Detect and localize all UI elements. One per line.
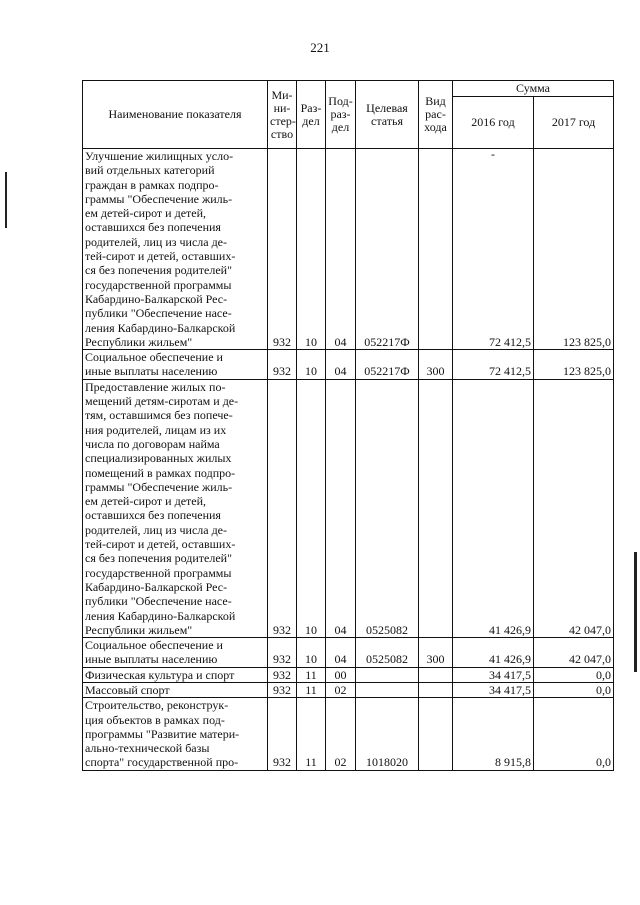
cell-expense-type: [419, 698, 453, 770]
cell-sum-2017: 123 825,0: [534, 149, 614, 350]
header-year-2016: 2016 год: [453, 97, 534, 149]
page-number: 221: [310, 40, 330, 55]
cell-sum-2016: 34 417,5: [453, 667, 534, 682]
cell-sum-2016: 72 412,5: [453, 350, 534, 380]
cell-target: 1018020: [356, 698, 419, 770]
cell-name: Строительство, реконструк- ция объектов в рамках под- программы "Развитие матери- ально-технической базы спорта" государственной про-: [83, 698, 268, 770]
table-row: [83, 667, 614, 682]
cell-section: 10: [297, 350, 326, 380]
cell-section: 10: [297, 638, 326, 668]
cell-name: Социальное обеспечение и иные выплаты населению: [83, 638, 268, 668]
cell-name: Предоставление жилых по- мещений детям-сиротам и де- тям, оставшимся без попече- ния родителей, лицам из их числа по договорам найма специализированных жилых помещений в рамках подпро- граммы "Обеспечение жиль- ем детей-сирот и детей, оставшихся без попечения родителей, лиц из числа де- тей-сирот и детей, оставших- ся без попечения родителей" государственной программы Кабардино-Балкарской Рес- публики "Обеспечение насе- ления Кабардино-Балкарской Республики жильем": [83, 379, 268, 637]
table-row: [83, 149, 614, 350]
margin-mark-right: [634, 552, 637, 672]
cell-ministry: 932: [268, 638, 297, 668]
header-sum: Сумма: [453, 81, 614, 97]
cell-sum-2016: [453, 149, 534, 350]
cell-name: Физическая культура и спорт: [83, 667, 268, 682]
cell-subsection: 02: [326, 682, 356, 697]
cell-subsection: 04: [326, 149, 356, 350]
table-row: [83, 379, 614, 637]
cell-target: [356, 682, 419, 697]
cell-target: 0525082: [356, 379, 419, 637]
cell-sum-2016: 8 915,8: [453, 698, 534, 770]
cell-sum-2017: 0,0: [534, 682, 614, 697]
cell-ministry: 932: [268, 682, 297, 697]
header-name: Наименование показателя: [83, 81, 268, 149]
header-year-2017: 2017 год: [534, 97, 614, 149]
cell-section: 11: [297, 667, 326, 682]
table-row: [83, 638, 614, 668]
header-subsection: Под- раз- дел: [326, 81, 356, 149]
table-row: [83, 682, 614, 697]
cell-sum-2017: 0,0: [534, 667, 614, 682]
cell-sum-2017: 123 825,0: [534, 350, 614, 380]
cell-sum-2016: 41 426,9: [453, 638, 534, 668]
header-expense-type: Вид рас- хода: [419, 81, 453, 149]
cell-subsection: 00: [326, 667, 356, 682]
cell-subsection: 04: [326, 379, 356, 637]
cell-name: Улучшение жилищных усло- вий отдельных категорий граждан в рамках подпро- граммы "Обеспечение жиль- ем детей-сирот и детей, оставшихся без попечения родителей, лиц из числа де- тей-сирот и детей, оставших- ся без попечения родителей" государственной программы Кабардино-Балкарской Рес- публики "Обеспечение насе- ления Кабардино-Балкарской Республики жильем": [83, 149, 268, 350]
cell-sum-2017: 0,0: [534, 698, 614, 770]
table-body: [83, 149, 614, 771]
cell-section: 10: [297, 149, 326, 350]
cell-value: 72 412,5: [489, 334, 531, 349]
cell-ministry: 932: [268, 698, 297, 770]
cell-target: 052217Ф: [356, 350, 419, 380]
cell-target: [356, 667, 419, 682]
cell-section: 10: [297, 379, 326, 637]
cell-sum-2016: 34 417,5: [453, 682, 534, 697]
cell-expense-type: [419, 379, 453, 637]
cell-subsection: 04: [326, 638, 356, 668]
cell-name: Массовый спорт: [83, 682, 268, 697]
header-target: Целевая статья: [356, 81, 419, 149]
cell-sum-2016: 41 426,9: [453, 379, 534, 637]
cell-expense-type: [419, 149, 453, 350]
cell-ministry: 932: [268, 149, 297, 350]
cell-sum-2017: 42 047,0: [534, 638, 614, 668]
cell-section: 11: [297, 698, 326, 770]
cell-ministry: 932: [268, 350, 297, 380]
cell-subsection: 04: [326, 350, 356, 380]
header-ministry: Ми- ни- стер- ство: [268, 81, 297, 149]
cell-sum-2017: 42 047,0: [534, 379, 614, 637]
cell-expense-type: [419, 682, 453, 697]
table-row: [83, 350, 614, 380]
cell-target: 052217Ф: [356, 149, 419, 350]
cell-expense-type: [419, 667, 453, 682]
header-section: Раз- дел: [297, 81, 326, 149]
cell-section: 11: [297, 682, 326, 697]
cell-name: Социальное обеспечение и иные выплаты населению: [83, 350, 268, 380]
cell-expense-type: 300: [419, 638, 453, 668]
cell-target: 0525082: [356, 638, 419, 668]
cell-expense-type: 300: [419, 350, 453, 380]
table-row: [83, 698, 614, 770]
cell-subsection: 02: [326, 698, 356, 770]
cell-ministry: 932: [268, 667, 297, 682]
cell-ministry: 932: [268, 379, 297, 637]
cell-mark: -: [491, 147, 495, 161]
margin-mark-left: [5, 172, 7, 228]
budget-table: [82, 80, 614, 771]
